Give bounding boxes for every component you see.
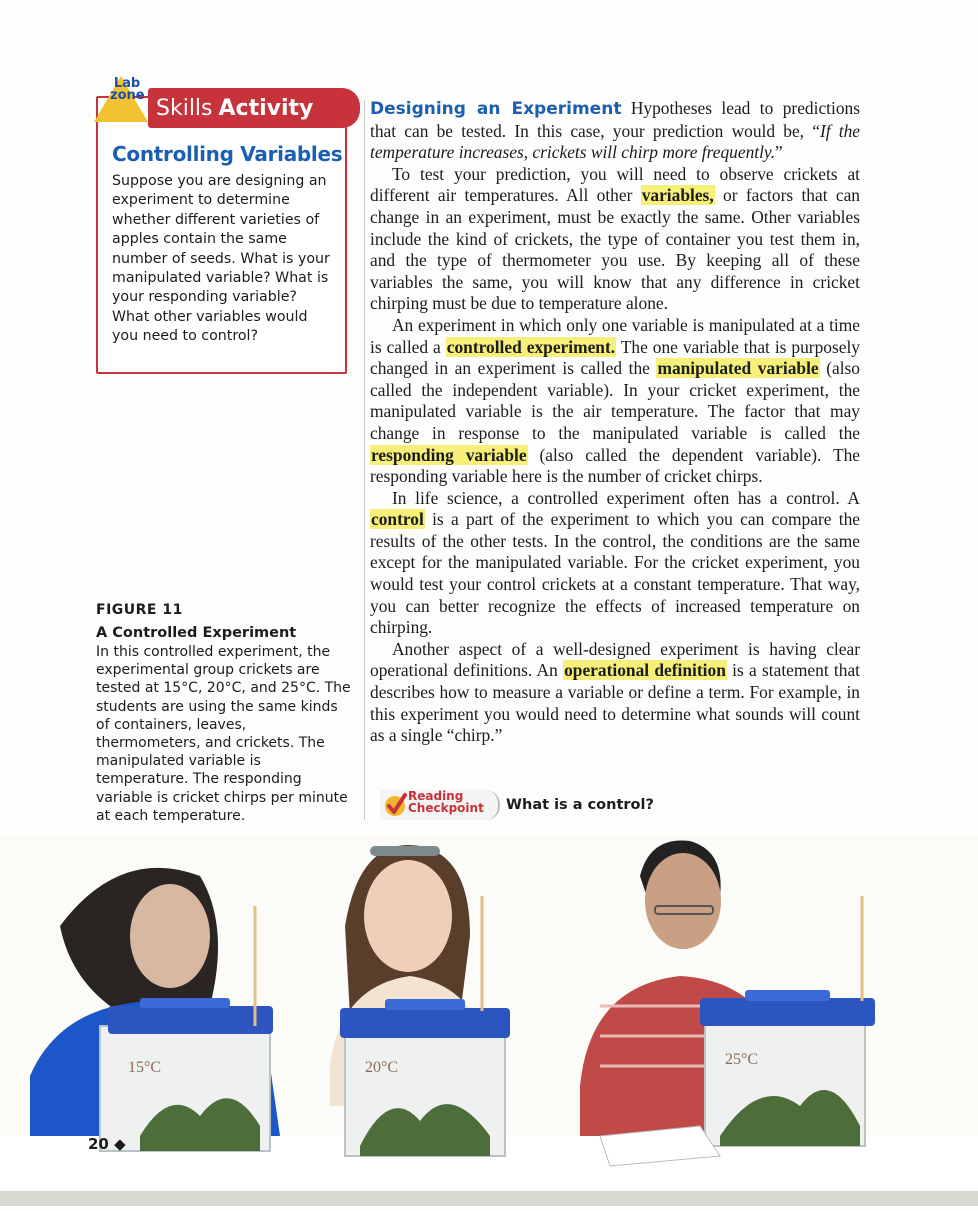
activity-word: Activity	[218, 95, 314, 121]
controlled-experiment-photo	[0, 836, 978, 1206]
reading-checkpoint	[380, 790, 680, 820]
term-manipulated-variable: manipulated variable	[657, 358, 819, 379]
prediction-italic: If the temperature increases, crickets will chirp more frequently.	[370, 120, 861, 163]
page-number: 20 ◆	[88, 1135, 126, 1153]
paragraph-variables	[370, 164, 860, 315]
paragraph-text: Hypotheses lead to predictions that can be tested. In this case, your prediction would be, “	[370, 98, 860, 141]
main-body-text	[370, 98, 860, 747]
figure-title: A Controlled Experiment	[96, 625, 297, 641]
checkmark-icon	[384, 792, 408, 818]
paragraph-text: or factors that can change in an experiment, must be exactly the same. Other variables include the kind of crickets, the type of container you test them in, and the type of thermometer you use. By keeping all of these variables the same, you will know that any difference in cricket chirping must be due to temperature alone.	[370, 185, 860, 314]
paragraph-text: Another aspect of a well-designed experiment is having clear operational definitions. An	[370, 638, 860, 681]
paragraph-text: is a part of the experiment to which you can compare the results of the other tests. In the control, the conditions are the same except for the manipulated variable. For the cricket experiment, you would test your control crickets at a constant temperature. That way, you can better recognize the effects of increased temperature on chirping.	[370, 509, 860, 638]
labzone-badge	[94, 76, 148, 124]
checkpoint-tab	[380, 790, 500, 820]
tank-label-15c: 15°C	[128, 1059, 162, 1076]
figure-text: In this controlled experiment, the experimental group crickets are tested at 15°C, 20°C, and 25°C. The students are using the same kinds of containers, leaves, thermometers, and crickets. The manipulated variable is temperature. The responding variable is cricket chirps per minute at each temperature.	[96, 644, 351, 824]
labzone-skills-activity-box	[96, 76, 347, 374]
section-heading: Designing an Experiment	[370, 99, 622, 119]
figure-caption	[96, 602, 354, 825]
tank-label-20c: 20°C	[365, 1059, 399, 1076]
paragraph-text: The one variable that is purposely changed in an experiment is called the	[370, 336, 860, 379]
paragraph-text: (also called the independent variable). In your cricket experiment, the manipulated variable is the air temperature. The factor that may change in response to the manipulated variable is called the	[370, 358, 860, 443]
term-variables: variables,	[641, 185, 714, 206]
term-control: control	[371, 509, 424, 530]
paragraph-text: (also called the dependent variable). The responding variable here is the number of cricket chirps.	[370, 444, 861, 487]
skills-activity-banner	[148, 88, 360, 128]
labzone-badge-text: Lab zone	[110, 76, 145, 103]
skills-word: Skills	[156, 95, 213, 121]
checkpoint-label	[408, 790, 484, 814]
paragraph-control	[370, 488, 860, 639]
paragraph-operational-definition	[370, 639, 860, 747]
labzone-body-text: Suppose you are designing an experiment to determine whether different varieties of apples contain the same number of seeds. What is your manipulated variable? What is your responding variable? What other variables would you need to control?	[112, 173, 330, 345]
paragraph-controlled-experiment	[370, 315, 860, 488]
labzone-title: Controlling Variables	[112, 142, 343, 166]
tank-label-25c: 25°C	[725, 1051, 759, 1068]
figure-label: FIGURE 11	[96, 602, 183, 618]
paragraph-text: is a statement that describes how to measure a variable or define a term. For example, in this experiment you would need to determine what sounds will count as a single “chirp.”	[370, 660, 860, 746]
term-operational-definition: operational definition	[564, 660, 726, 681]
checkpoint-label-line2: Checkpoint	[408, 801, 484, 815]
paragraph-text: To test your prediction, you will need to observe crickets at different air temperatures. All other	[370, 163, 860, 206]
paragraph-designing-experiment	[370, 98, 860, 164]
checkpoint-question: What is a control?	[506, 797, 654, 813]
term-responding-variable: responding variable	[371, 444, 527, 465]
checkpoint-label-line1: Reading	[408, 789, 464, 803]
column-divider	[364, 100, 365, 820]
paragraph-text: An experiment in which only one variable is manipulated at a time is called a	[370, 314, 860, 357]
paragraph-text: ”	[775, 142, 783, 163]
paragraph-text: In life science, a controlled experiment often has a control. A	[392, 487, 860, 508]
term-controlled-experiment: controlled experiment.	[446, 336, 616, 357]
